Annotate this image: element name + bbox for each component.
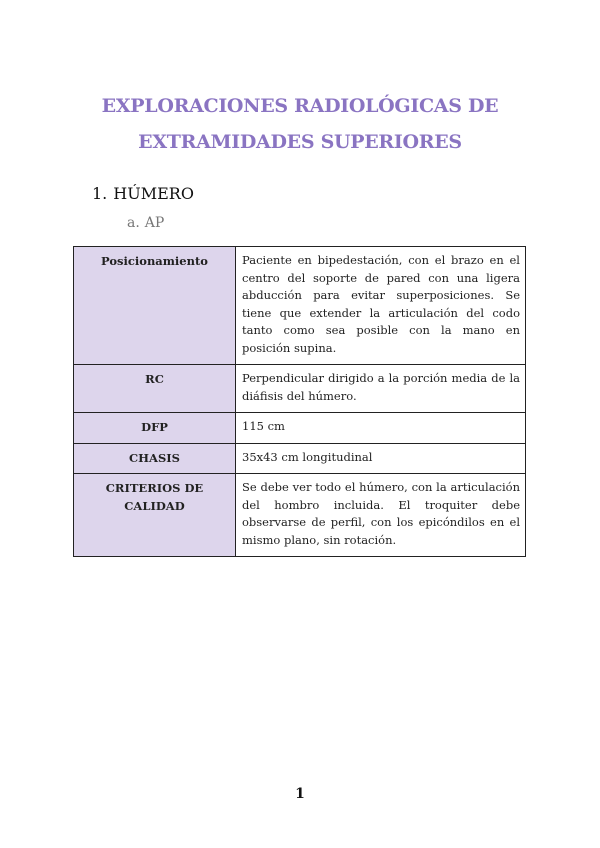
section-title: HÚMERO	[113, 184, 194, 203]
row-value-criterios-de-calidad: Se debe ver todo el húmero, con la articulación del hombro incluida. El troquiter debe observarse de perfil, con los epicóndilos en el mismo plano, sin rotación.	[236, 474, 526, 557]
document-title-line-2: EXTRAMIDADES SUPERIORES	[138, 131, 462, 153]
table-row	[74, 443, 526, 474]
table-row	[74, 474, 526, 557]
subsection-title: AP	[144, 215, 165, 231]
section-heading	[92, 184, 194, 203]
section-number: 1.	[92, 184, 108, 203]
table-row	[74, 413, 526, 444]
positioning-table	[73, 246, 526, 557]
row-value-posicionamiento: Paciente en bipedestación, con el brazo en el centro del soporte de pared con una ligera abducción para evitar superposiciones. Se tiene que extender la articulación del codo tanto como sea posible con la mano en posición supina.	[236, 247, 526, 365]
row-value-dfp: 115 cm	[236, 413, 526, 444]
subsection-letter: a.	[127, 215, 140, 231]
document-title-line-1: EXPLORACIONES RADIOLÓGICAS DE	[101, 95, 499, 117]
row-label-dfp: DFP	[74, 413, 236, 444]
document-title	[0, 88, 600, 160]
row-value-rc: Perpendicular dirigido a la porción media de la diáfisis del húmero.	[236, 365, 526, 413]
row-value-chasis: 35x43 cm longitudinal	[236, 443, 526, 474]
subsection-heading	[127, 215, 164, 231]
table-row	[74, 365, 526, 413]
row-label-rc: RC	[74, 365, 236, 413]
table-row	[74, 247, 526, 365]
row-label-posicionamiento: Posicionamiento	[74, 247, 236, 365]
row-label-criterios-de-calidad: CRITERIOS DE CALIDAD	[74, 474, 236, 557]
row-label-chasis: CHASIS	[74, 443, 236, 474]
page-number: 1	[295, 786, 305, 802]
